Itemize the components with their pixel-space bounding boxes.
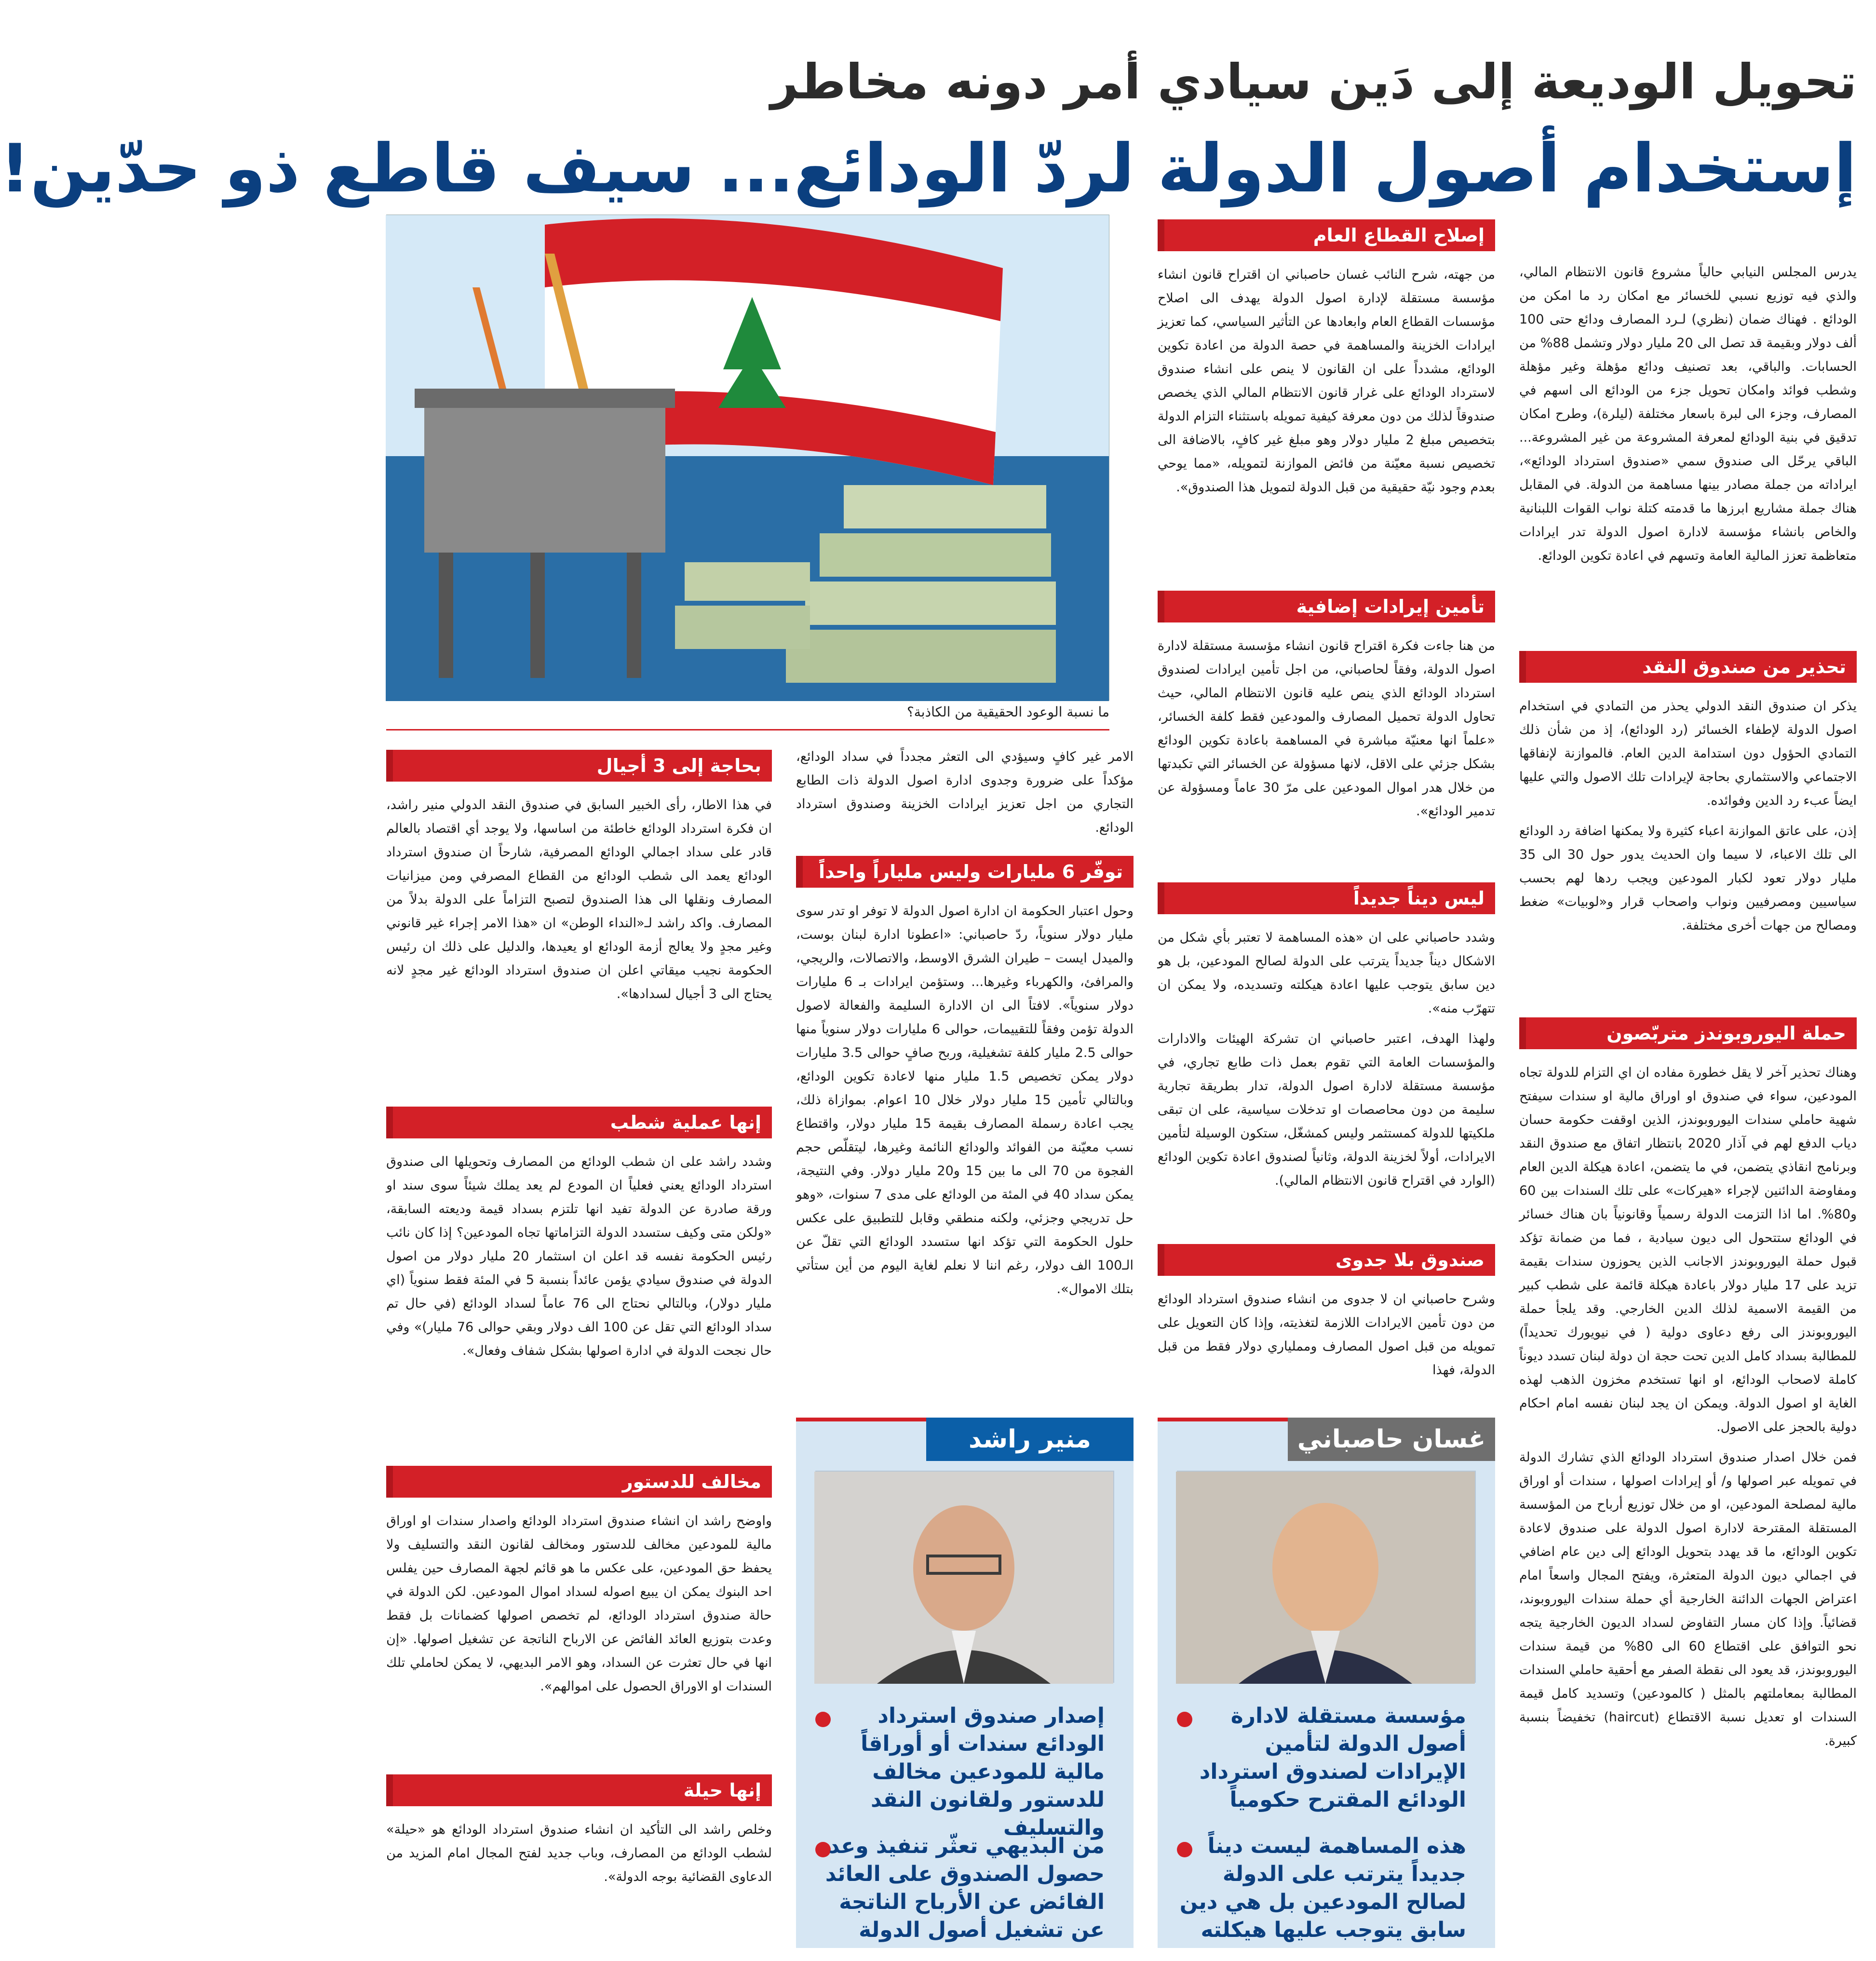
- column-2-sec4: [1158, 1287, 1495, 1403]
- section-heading: تحذير من صندوق النقد: [1519, 651, 1857, 683]
- section-heading: إنها عملية شطب: [386, 1107, 772, 1138]
- section-heading: صندوق بلا جدوى: [1158, 1244, 1495, 1276]
- paragraph: يذكر ان صندوق النقد الدولي يحذر من التمادي في استخدام اصول الدولة لإطفاء الخسائر (رد الودائع)، إذ من شأن ذلك التمادي الحؤول دون استدامة الدين العام. فالموازنة لإنفاقها الاجتماعي والاستثماري بحاجة لإيرادات تلك الاصول والتي عليها ايضاً عبء رد الدين وفوائده.: [1519, 699, 1857, 808]
- section-heading: حملة اليوروبوندز متربّصون: [1519, 1017, 1857, 1049]
- portrait-illustration: [814, 1472, 1113, 1684]
- section-heading: ليس ديناً جديداً: [1158, 882, 1495, 914]
- paragraph: فمن خلال اصدار صندوق استرداد الودائع الذي تشارك الدولة في تمويله عبر اصولها و/ أو إيرادات اصولها ، سندات أو اوراق مالية لمصلحة المودعين، او من خلال توزيع أرباح من المؤسسة المستقلة المقترحة لادارة اصول الدولة على صندوق لاعادة تكوين الودائع، ما قد يهدد بتحويل الودائع إلى دين عام اضافي في اجمالي ديون الدولة المتعثرة، ويفتح المجال واسعاً امام اعتراض الجهات الدائنة الخارجية أي حملة سندات اليوروبوند، قضائياً. وإذا كان مسار التفاوض لسداد الديون الخارجية يتجه نحو التوافق على اقتطاع 60 الى 80% من قيمة سندات اليوروبوندز، قد يعود الى نقطة الصفر مع أحقية حاملي السندات المطالبة بمعاملتهم بالمثل ( كالمودعين) وتسديد كامل قيمة السندات او تعديل نسبة الاقتطاع (haircut) تخفيضاً بنسبة كبيرة.: [1519, 1450, 1857, 1748]
- section-heading: تأمين إيرادات إضافية: [1158, 591, 1495, 622]
- portrait-photo: [815, 1471, 1114, 1683]
- paragraph: من جهته، شرح النائب غسان حاصباني ان اقتراح قانون انشاء مؤسسة مستقلة لإدارة اصول الدولة يهدف الى اصلاح مؤسسات القطاع العام وابعادها عن التأثير السياسي، كما تعزيز ايرادات الخزينة والمساهمة في حصة الدولة من اعادة تكوين الودائع، مشدداً على ان القانون لا ينص على انشاء صندوق لاسترداد الودائع على غرار قانون الانتظام المالي الذي يخصص صندوقاً لذلك من دون معرفة كيفية تمويله باستثناء التزام الدولة بتخصيص مبلغ 2 مليار دولار وهو مبلغ غير كافٍ، بالاضافة الى تخصيص نسبة معيّنة من فائض الموازنة لتمويله، «مما يوحي بعدم وجود نيّة حقيقية من قبل الدولة لتمويل هذا الصندوق».: [1158, 267, 1495, 495]
- paragraph: وشرح حاصباني ان لا جدوى من انشاء صندوق استرداد الودائع من دون تأمين الايرادات اللازمة لتغذيته، وإذا كان التعويل على تمويله من قبل اصول المصارف ومملياري دولار فقط من قبل الدولة، فهذا: [1158, 1292, 1495, 1378]
- column-1-intro: [1519, 260, 1857, 627]
- paragraph: وشدد حاصباني على ان «هذه المساهمة لا تعتبر بأي شكل من الاشكال ديناً جديداً يترتب على الدولة لصالح المودعين، بل هو دين سابق يتوجب عليها اعادة هيكلته وتسديده، ولا يمكن ان تتهرّب منه».: [1158, 930, 1495, 1016]
- section-heading: توفّر 6 مليارات وليس ملياراً واحداً: [796, 856, 1134, 888]
- paragraph: من هنا جاءت فكرة اقتراح قانون انشاء مؤسسة مستقلة لادارة اصول الدولة، وفقاً لحاصباني، من اجل تأمين ايرادات لصندوق استرداد الودائع الذي ينص عليه قانون الانتظام المالي، حيث تحاول الدولة تحميل المصارف والمودعين فقط كلفة الخسائر، «علماً انها معنيّة مباشرة في المساهمة باعادة تكوين الودائع بشكل جزئي على الاقل، لانها مسؤولة عن الخسائر التي تكبدتها من خلال هدر اموال المودعين على مرّ 30 عاماً ومسؤولة عن تدمير الودائع».: [1158, 638, 1495, 819]
- column-2-sec3: [1158, 926, 1495, 1234]
- column-3-intro: [796, 745, 1134, 837]
- person-name-tag: منير راشد: [926, 1418, 1134, 1461]
- paragraph: يدرس المجلس النيابي حالياً مشروع قانون الانتظام المالي، والذي فيه توزيع نسبي للخسائر مع امكان رد ما امكن من الودائع . فهناك ضمان (نظري) لـرد المصارف ودائع حتى 100 ألف دولار وبقيمة قد تصل الى 20 مليار دولار وتشمل 88% من الحسابات. والباقي، بعد تصنيف ودائع مؤهلة وغير مؤهلة وشطب فوائد وامكان تحويل جزء من الودائع الى اسهم في المصارف، وجزء الى لبرة باسعار مختلفة (ليلرة)، وطرح امكان تدقيق في بنية الودائع لمعرفة المشروعة من غير المشروعة... الباقي يرحّل الى صندوق سمي «صندوق استرداد الودائع»، ايراداته من جملة مصادر بينها مساهمة من الدولة. في المقابل هناك جملة مشاريع ابرزها ما قدمته كتلة نواب القوات اللبنانية والخاص بانشاء مؤسسة لادارة اصول الدولة تدر ايرادات متعاظمة تعزز المالية العامة وتسهم في اعادة تكوين الودائع.: [1519, 265, 1857, 563]
- kicker: تحويل الوديعة إلى دَين سيادي أمر دونه مخاطر: [770, 54, 1857, 110]
- paragraph: الامر غير كافٍ وسيؤدي الى التعثر مجدداً في سداد الودائع، مؤكداً على ضرورة وجدوى ادارة اصول الدولة ذات الطابع التجاري من اجل تعزيز ايرادات الخزينة وصندوق استرداد الودائع.: [796, 749, 1134, 835]
- column-4-sec2: [386, 1150, 772, 1463]
- person-name-tag: غسان حاصباني: [1288, 1418, 1495, 1461]
- column-2-sec1: [1158, 263, 1495, 576]
- portrait-illustration: [1176, 1472, 1475, 1684]
- portrait-photo: [1177, 1471, 1476, 1683]
- paragraph: ولهذا الهدف، اعتبر حاصباني ان تشركة الهيئات والادارات والمؤسسات العامة التي تقوم بعمل ذات طابع تجاري، في مؤسسة مستقلة لادارة اصول الدولة، تدار بطريقة تجارية سليمة من دون محاصصات او تدخلات سياسية، على ان تبقى ملكيتها للدولة كمستثمر وليس كمشغّل، ستكون الوسيلة لتأمين الايرادات، أولاً لخزينة الدولة، وثانياً لصندوق اعادة تكوين الودائع (الوارد في اقتراح قانون الانتظام المالي).: [1158, 1031, 1495, 1188]
- rashed-quote-box: [796, 1418, 1134, 1948]
- caption-rule: [386, 729, 1109, 730]
- pull-quote: من البديهي تعثّر تنفيذ وعد حصول الصندوق على العائد الفائض عن الأرباح الناتجة عن تشغيل أصول الدولة: [825, 1834, 1105, 1942]
- pull-quote: مؤسسة مستقلة لادارة أصول الدولة لتأمين الإيرادات لصندوق استرداد الودائع المقترح حكومياً: [1199, 1704, 1466, 1812]
- paragraph: في هذا الاطار، رأى الخبير السابق في صندوق النقد الدولي منير راشد، ان فكرة استرداد الودائع خاطئة من اساسها، ولا يوجد أي اقتصاد بالعالم قادر على سداد اجمالي الودائع المصرفية، شارحاً ان صندوق استرداد الودائع يعمد الى شطب الودائع من القطاع المصرفي ومن ميزانيات المصارف ونقلها الى هذا الصندوق لتصبح التزاماً على الدولة بدلاً من المصارف. واكد راشد لـ«النداء الوطن» ان «هذا الامر إجراء غير قانوني وغير مجدٍ ولا يعالج أزمة الودائع او يعيدها، والدليل على ذلك ان رئيس الحكومة نجيب ميقاتي اعلن ان صندوق استرداد الودائع غير مجدٍ لانه يحتاج الى 3 أجيال لسدادها».: [386, 798, 772, 1001]
- hasbani-quote-box: [1158, 1418, 1495, 1948]
- section-heading: مخالف للدستور: [386, 1466, 772, 1498]
- column-4-sec4: [386, 1818, 772, 1948]
- column-1-sec1: [1519, 694, 1857, 974]
- headline: إستخدام أصول الدولة لردّ الودائع... سيف قاطع ذو حدّين!: [0, 130, 1857, 207]
- paragraph: واوضح راشد ان انشاء صندوق استرداد الودائع واصدار سندات او اوراق مالية للمودعين مخالف للدستور ومخالف لقانون النقد والتسليف ولا يحفظ حق المودعين، على عكس ما هو قائم لجهة المصارف حين يفلس احد البنوك يمكن ان يبيع اصوله لسداد اموال المودعين. لكن الدولة في حالة صندوق استرداد الودائع، لم تخصص اصولها كضمانات بل فقط وعدت بتوزيع العائد الفائض عن الارباح الناتجة عن تشغيل اصولها. «إن انها في حال تعثرت عن السداد، وهو الامر البديهي، لا يمكن لحاملي تلك السندات او الاوراق الحصول على اموالهم».: [386, 1514, 772, 1694]
- box-top-rule: [1158, 1418, 1288, 1421]
- photo-caption: ما نسبة الوعود الحقيقية من الكاذبة؟: [906, 704, 1109, 720]
- column-4-sec1: [386, 793, 772, 1102]
- paragraph: وهناك تحذير آخر لا يقل خطورة مفاده ان اي التزام للدولة تجاه المودعين، سواء في صندوق او اوراق مالية او سندات سيفتح شهية حاملي سندات اليوروبوندز، الذين اوقفت حكومة حسان دياب الدفع لهم في آذار 2020 بانتظار اتفاق مع صندوق النقد وبرنامج انقاذي يتضمن، في ما يتضمن، اعادة هيكلة الدين العام ومفاوضة الدائنين لإجراء «هيركات» على تلك السندات بين 60 و80%. اما اذا التزمت الدولة رسمياً وقانونياً بان هناك خسائر في الودائع ستتحول الى ديون سيادية ، فما من ضمانة تؤكد قبول حملة اليوروبوندز الاجانب الذين يحوزون سندات بقيمة تزيد على 17 مليار دولار باعادة هيكلة قائمة على شطب كبير من القيمة الاسمية لذلك الدين الخارجي. وقد يلجأ حملة اليوروبوندز الى رفع دعاوى دولية ( في نيويورك تحديداً) للمطالبة بسداد كامل الدين تحت حجة ان دولة لبنان تسدد ديوناً كاملة لاصحاب الودائع، او انها تستخدم مخزون الذهب لهذه الغاية او اصول الدولة. ويمكن ان يجد لبنان نفسه امام احكام دولية بالحجز على الاصول.: [1519, 1065, 1857, 1434]
- section-heading: إنها حيلة: [386, 1774, 772, 1806]
- column-4-sec3: [386, 1509, 772, 1770]
- section-heading: بحاجة إلى 3 أجيال: [386, 750, 772, 782]
- pull-quote: هذه المساهمة ليست ديناً جديداً يترتب على الدولة لصالح المودعين بل هي دين سابق يتوجب عليها هيكلته: [1179, 1834, 1466, 1942]
- column-3-sec1: [796, 899, 1134, 1401]
- pull-quote: إصدار صندوق استرداد الودائع سندات أو أوراقاً مالية للمودعين مخالف للدستور ولقانون النقد والتسليف: [861, 1704, 1105, 1840]
- oil-rig-flag-money-photo: [386, 215, 1109, 701]
- section-heading: إصلاح القطاع العام: [1158, 219, 1495, 251]
- paragraph: وشدد راشد على ان شطب الودائع من المصارف وتحويلها الى صندوق استرداد الودائع يعني فعلياً ان المودع لم يعد يملك شيئاً سوى سند او ورقة صادرة عن الدولة تفيد انها تلتزم بسداد قيمة وديعته السابقة، «ولكن متى وكيف ستسدد الدولة التزاماتها تجاه المودعين؟ إذا كان نائب رئيس الحكومة نفسه قد اعلن ان استثمار 20 مليار دولار من اصول الدولة في صندوق سيادي يؤمن عائداً بنسبة 5 في المئة فقط سنوياً (اي مليار دولار)، وبالتالي نحتاج الى 76 عاماً لسداد الودائع (في حال تم سداد الودائع التي تقل عن 100 الف دولار وبقي حوالى 76 مليار)» وفي حال نجحت الدولة في ادارة اصولها بشكل شفاف وفعال».: [386, 1154, 772, 1358]
- paragraph: وحول اعتبار الحكومة ان ادارة اصول الدولة لا توفر او تدر سوى مليار دولار سنوياً، ردّ حاصباني: «اعطونا ادارة لبنان بوست، والميدل ايست – طيران الشرق الاوسط، والاتصالات، والريجي، والمرافئ، والكهرباء وغيرها... وستؤمن ايرادات بـ 6 مليارات دولار سنوياً». لافتاً الى ان الادارة السليمة والفعالة لاصول الدولة تؤمن وفقاً للتقييمات، حوالى 6 مليارات دولار سنوياً منها حوالى 2.5 مليار كلفة تشغيلية، وربح صافٍ حوالى 3.5 مليارات دولار يمكن تخصيص 1.5 مليار منها لاعادة تكوين الودائع، وبالتالي تأمين 15 مليار دولار خلال 10 اعوام. بموازاة ذلك، يجب اعادة رسملة المصارف بقيمة 15 مليار دولار، واقتطاع نسب معيّنة من الفوائد والودائع النائمة وغيرها، ليتقلّص حجم الفجوة من 70 الى ما بين 15 و20 مليار دولار. وفي النتيجة، يمكن سداد 40 في المئة من الودائع على مدى 7 سنوات، «وهو حل تدريجي وجزئي، ولكنه منطقي وقابل للتطبيق على عكس حلول الحكومة التي تؤكد انها ستسدد الودائع التي تقلّ عن الـ100 الف دولار، رغم اننا لا نعلم لغاية اليوم من أين ستأتي بتلك الاموال».: [796, 904, 1134, 1297]
- box-top-rule: [796, 1418, 926, 1421]
- paragraph: إذن، على عاتق الموازنة اعباء كثيرة ولا يمكنها اضافة رد الودائع الى تلك الاعباء، لا سيما وان الحديث يدور حول 30 الى 35 مليار دولار تعود لكبار المودعين ويجب ردها لهم بحسب سياسيين ومصرفيين ونواب واصحاب قرار و«لوبيات» ضغط ومصالح من جهات أخرى مختلفة.: [1519, 824, 1857, 933]
- paragraph: وخلص راشد الى التأكيد ان انشاء صندوق استرداد الودائع هو «حيلة» لشطب الودائع من المصارف، وباب جديد لفتح المجال امام المزيد من الدعاوى القضائية بوجه الدولة».: [386, 1822, 772, 1884]
- photo-illustration: [386, 215, 1109, 701]
- column-1-sec2: [1519, 1061, 1857, 1948]
- column-2-sec2: [1158, 634, 1495, 861]
